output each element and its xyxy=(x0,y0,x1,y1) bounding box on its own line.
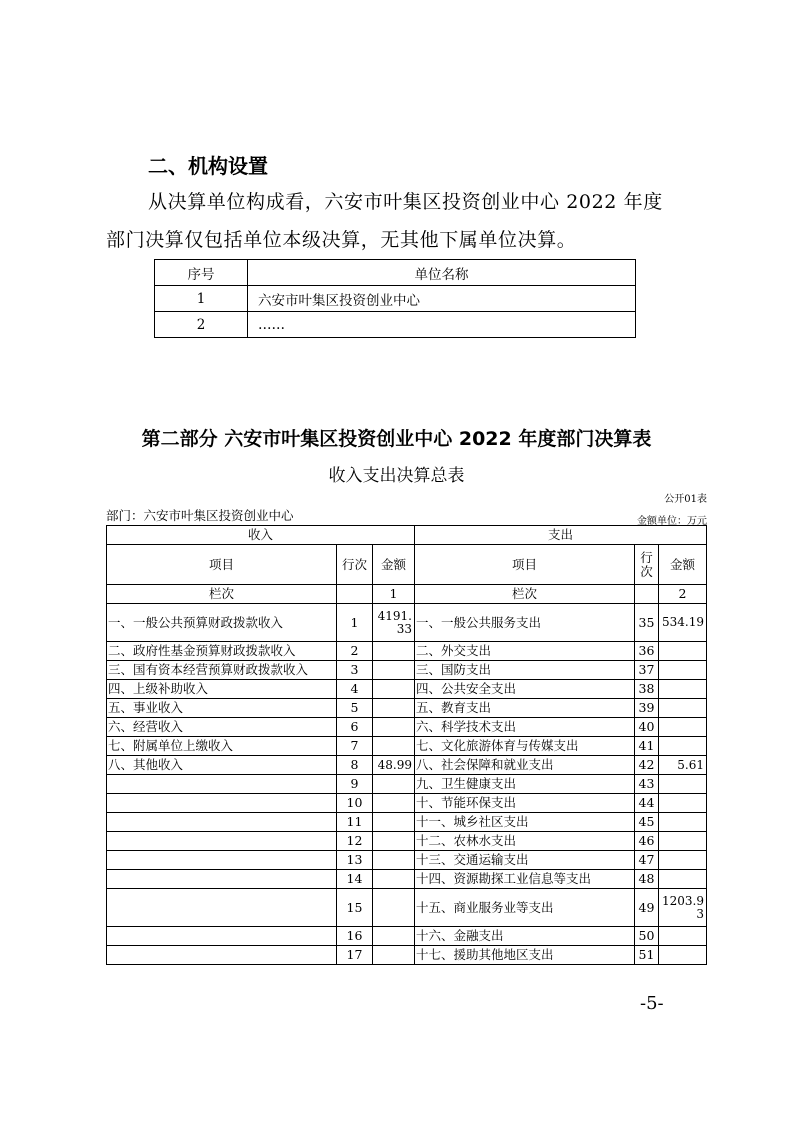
table-row xyxy=(107,813,707,832)
table-row xyxy=(107,756,707,775)
income-row-cell: 7 xyxy=(337,737,373,756)
expense-item-cell: 七、文化旅游体育与传媒支出 xyxy=(415,737,635,756)
expense-row-cell: 44 xyxy=(635,794,659,813)
expense-amount-cell xyxy=(659,927,707,946)
income-item-cell xyxy=(107,794,337,813)
expense-index-value: 2 xyxy=(659,585,707,604)
expense-row-cell: 42 xyxy=(635,756,659,775)
expense-row-cell: 43 xyxy=(635,775,659,794)
income-row-cell: 10 xyxy=(337,794,373,813)
income-index-label: 栏次 xyxy=(107,585,337,604)
income-amount-cell xyxy=(373,642,415,661)
expense-row-cell: 45 xyxy=(635,813,659,832)
expense-item-cell: 十三、交通运输支出 xyxy=(415,851,635,870)
income-item-cell xyxy=(107,775,337,794)
income-row-header: 行次 xyxy=(337,545,373,585)
expense-item-cell: 六、科学技术支出 xyxy=(415,718,635,737)
expense-index-label: 栏次 xyxy=(415,585,635,604)
org-table xyxy=(154,259,636,338)
expense-item-cell: 二、外交支出 xyxy=(415,642,635,661)
income-item-cell xyxy=(107,946,337,965)
table-row xyxy=(107,946,707,965)
table-row xyxy=(107,718,707,737)
expense-row-cell: 40 xyxy=(635,718,659,737)
expense-row-cell: 49 xyxy=(635,889,659,927)
expense-item-header: 项目 xyxy=(415,545,635,585)
income-row-cell: 14 xyxy=(337,870,373,889)
expense-row-cell: 38 xyxy=(635,680,659,699)
expense-row-cell: 36 xyxy=(635,642,659,661)
expense-amount-cell xyxy=(659,680,707,699)
income-amount-cell xyxy=(373,889,415,927)
expense-row-cell: 37 xyxy=(635,661,659,680)
income-amount-cell xyxy=(373,699,415,718)
section-heading: 二、机构设置 xyxy=(148,154,268,178)
income-amount-cell xyxy=(373,813,415,832)
table-row xyxy=(107,775,707,794)
org-header-no: 序号 xyxy=(155,260,248,286)
table-row xyxy=(107,661,707,680)
sub-title: 收入支出决算总表 xyxy=(328,466,465,486)
income-row-cell: 11 xyxy=(337,813,373,832)
income-group-header: 收入 xyxy=(107,526,415,545)
expense-amount-cell xyxy=(659,870,707,889)
table-row xyxy=(107,680,707,699)
table-row xyxy=(107,642,707,661)
expense-amount-cell xyxy=(659,642,707,661)
income-item-cell xyxy=(107,889,337,927)
income-row-cell: 5 xyxy=(337,699,373,718)
income-row-cell: 12 xyxy=(337,832,373,851)
income-item-cell xyxy=(107,927,337,946)
expense-group-header: 支出 xyxy=(415,526,707,545)
budget-table xyxy=(106,525,707,965)
column-header-row xyxy=(107,545,707,585)
part-title: 第二部分 六安市叶集区投资创业中心 2022 年度部门决算表 xyxy=(141,428,652,450)
expense-amount-header: 金额 xyxy=(659,545,707,585)
income-amount-cell xyxy=(373,946,415,965)
org-cell-name: …… xyxy=(248,312,636,338)
expense-amount-cell xyxy=(659,737,707,756)
table-row xyxy=(155,286,636,312)
empty-cell xyxy=(635,585,659,604)
expense-item-cell: 一、一般公共服务支出 xyxy=(415,604,635,642)
expense-item-cell: 九、卫生健康支出 xyxy=(415,775,635,794)
paragraph-line-2: 部门决算仅包括单位本级决算，无其他下属单位决算。 xyxy=(106,229,577,251)
budget-table-body xyxy=(107,604,707,965)
expense-item-cell: 八、社会保障和就业支出 xyxy=(415,756,635,775)
expense-row-cell: 39 xyxy=(635,699,659,718)
income-amount-cell xyxy=(373,927,415,946)
org-cell-no: 2 xyxy=(155,312,248,338)
table-row xyxy=(107,927,707,946)
income-item-cell xyxy=(107,870,337,889)
table-row xyxy=(107,851,707,870)
page-number: -5- xyxy=(640,993,664,1014)
income-item-cell: 一、一般公共预算财政拨款收入 xyxy=(107,604,337,642)
income-amount-cell xyxy=(373,680,415,699)
income-row-cell: 16 xyxy=(337,927,373,946)
paragraph-line-1: 从决算单位构成看，六安市叶集区投资创业中心 2022 年度 xyxy=(148,191,663,213)
expense-row-cell: 41 xyxy=(635,737,659,756)
table-row xyxy=(107,794,707,813)
expense-row-cell: 48 xyxy=(635,870,659,889)
income-amount-cell xyxy=(373,851,415,870)
income-item-cell xyxy=(107,851,337,870)
income-row-cell: 17 xyxy=(337,946,373,965)
income-amount-cell xyxy=(373,661,415,680)
table-row xyxy=(107,737,707,756)
expense-amount-cell xyxy=(659,699,707,718)
table-row xyxy=(107,604,707,642)
group-header-row xyxy=(107,526,707,545)
income-item-cell: 八、其他收入 xyxy=(107,756,337,775)
table-row xyxy=(107,699,707,718)
expense-amount-cell xyxy=(659,851,707,870)
income-item-cell: 二、政府性基金预算财政拨款收入 xyxy=(107,642,337,661)
income-amount-cell xyxy=(373,737,415,756)
table-row xyxy=(155,312,636,338)
expense-amount-cell xyxy=(659,946,707,965)
expense-amount-cell xyxy=(659,794,707,813)
income-row-cell: 13 xyxy=(337,851,373,870)
income-item-cell: 三、国有资本经营预算财政拨款收入 xyxy=(107,661,337,680)
expense-amount-cell xyxy=(659,832,707,851)
expense-row-cell: 47 xyxy=(635,851,659,870)
org-header-name: 单位名称 xyxy=(248,260,636,286)
expense-item-cell: 十二、农林水支出 xyxy=(415,832,635,851)
expense-amount-cell xyxy=(659,661,707,680)
expense-item-cell: 四、公共安全支出 xyxy=(415,680,635,699)
org-cell-no: 1 xyxy=(155,286,248,312)
income-amount-cell xyxy=(373,870,415,889)
expense-amount-cell: 1203.93 xyxy=(659,889,707,927)
table-row xyxy=(107,889,707,927)
income-row-cell: 6 xyxy=(337,718,373,737)
income-row-cell: 15 xyxy=(337,889,373,927)
index-row xyxy=(107,585,707,604)
org-table-header-row xyxy=(155,260,636,286)
income-item-header: 项目 xyxy=(107,545,337,585)
income-amount-cell xyxy=(373,775,415,794)
income-amount-cell xyxy=(373,794,415,813)
expense-amount-cell xyxy=(659,813,707,832)
expense-row-cell: 35 xyxy=(635,604,659,642)
income-amount-cell: 4191.33 xyxy=(373,604,415,642)
income-row-cell: 1 xyxy=(337,604,373,642)
income-item-cell: 五、事业收入 xyxy=(107,699,337,718)
income-row-cell: 9 xyxy=(337,775,373,794)
expense-item-cell: 五、教育支出 xyxy=(415,699,635,718)
expense-row-cell: 46 xyxy=(635,832,659,851)
income-item-cell: 六、经营收入 xyxy=(107,718,337,737)
expense-row-header: 行次 xyxy=(635,545,659,585)
expense-amount-cell xyxy=(659,718,707,737)
income-index-value: 1 xyxy=(373,585,415,604)
expense-row-cell: 50 xyxy=(635,927,659,946)
expense-item-cell: 十一、城乡社区支出 xyxy=(415,813,635,832)
income-row-cell: 2 xyxy=(337,642,373,661)
table-row xyxy=(107,870,707,889)
income-item-cell: 七、附属单位上缴收入 xyxy=(107,737,337,756)
income-item-cell: 四、上级补助收入 xyxy=(107,680,337,699)
table-row xyxy=(107,832,707,851)
unit-label: 金额单位：万元 xyxy=(637,516,707,527)
expense-item-cell: 三、国防支出 xyxy=(415,661,635,680)
expense-item-cell: 十六、金融支出 xyxy=(415,927,635,946)
expense-item-cell: 十、节能环保支出 xyxy=(415,794,635,813)
empty-cell xyxy=(337,585,373,604)
income-amount-cell: 48.99 xyxy=(373,756,415,775)
form-code: 公开01表 xyxy=(664,494,707,505)
income-item-cell xyxy=(107,813,337,832)
income-amount-cell xyxy=(373,832,415,851)
expense-row-cell: 51 xyxy=(635,946,659,965)
income-row-cell: 8 xyxy=(337,756,373,775)
expense-amount-cell xyxy=(659,775,707,794)
expense-item-cell: 十七、援助其他地区支出 xyxy=(415,946,635,965)
department-label: 部门：六安市叶集区投资创业中心 xyxy=(106,508,294,523)
income-amount-header: 金额 xyxy=(373,545,415,585)
expense-item-cell: 十五、商业服务业等支出 xyxy=(415,889,635,927)
income-row-cell: 3 xyxy=(337,661,373,680)
income-item-cell xyxy=(107,832,337,851)
expense-amount-cell: 534.19 xyxy=(659,604,707,642)
income-amount-cell xyxy=(373,718,415,737)
org-cell-name: 六安市叶集区投资创业中心 xyxy=(248,286,636,312)
income-row-cell: 4 xyxy=(337,680,373,699)
expense-item-cell: 十四、资源勘探工业信息等支出 xyxy=(415,870,635,889)
expense-amount-cell: 5.61 xyxy=(659,756,707,775)
